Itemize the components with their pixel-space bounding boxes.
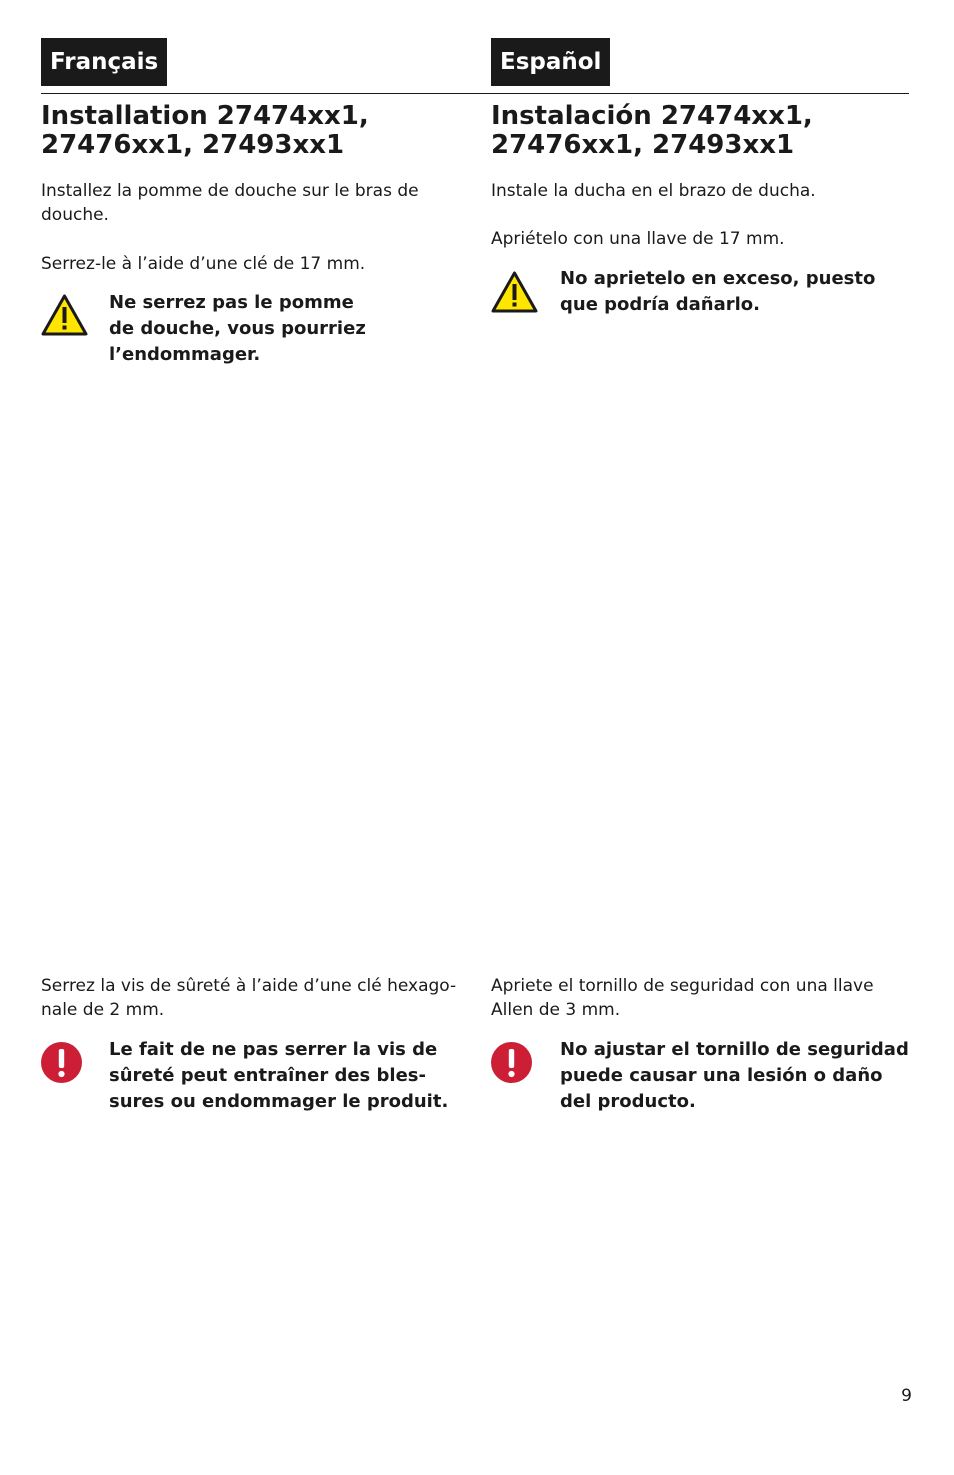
- warning-triangle-icon: [41, 294, 88, 336]
- spanish-step3: [491, 974, 916, 1022]
- spanish-step3-line2: Allen de 3 mm.: [491, 1000, 621, 1020]
- spanish-danger-line1: No ajustar el tornillo de seguridad: [560, 1039, 909, 1060]
- spanish-step3-line1: Apriete el tornillo de seguridad con una llave: [491, 976, 874, 996]
- french-caution-text: [109, 290, 459, 368]
- french-caution-line3: l’endommager.: [109, 344, 261, 365]
- spanish-step1: Instale la ducha en el brazo de ducha.: [491, 181, 816, 201]
- spanish-caution-line2: que podría dañarlo.: [560, 294, 761, 315]
- exclamation-circle-icon: [491, 1042, 532, 1083]
- spanish-danger-line3: del producto.: [560, 1091, 696, 1112]
- spanish-caution-text: [560, 266, 920, 318]
- language-tab-french: Français: [41, 38, 167, 86]
- spanish-title-line2: 27476xx1, 27493xx1: [491, 130, 795, 160]
- warning-triangle-icon: [491, 271, 538, 313]
- spanish-title: [491, 102, 911, 160]
- spanish-caution-line1: No aprietelo en exceso, puesto: [560, 268, 876, 289]
- french-caution-line2: de douche, vous pourriez: [109, 318, 366, 339]
- page-number: 9: [901, 1386, 912, 1406]
- french-title-line1: Installation 27474xx1,: [41, 101, 369, 131]
- french-danger-line3: sures ou endommager le produit.: [109, 1091, 449, 1112]
- french-step3: [41, 974, 466, 1022]
- spanish-danger-text: [560, 1037, 940, 1115]
- french-title-line2: 27476xx1, 27493xx1: [41, 130, 345, 160]
- french-title: [41, 102, 461, 160]
- french-step2: Serrez-le à l’aide d’une clé de 17 mm.: [41, 254, 366, 274]
- french-danger-text: [109, 1037, 459, 1115]
- french-caution-line1: Ne serrez pas le pomme: [109, 292, 354, 313]
- spanish-step2: Apriételo con una llave de 17 mm.: [491, 229, 785, 249]
- french-danger-line1: Le fait de ne pas serrer la vis de: [109, 1039, 438, 1060]
- french-step1: Installez la pomme de douche sur le bras de douche.: [41, 181, 419, 225]
- exclamation-circle-icon: [41, 1042, 82, 1083]
- spanish-danger-line2: puede causar una lesión o daño: [560, 1065, 883, 1086]
- french-step3-line1: Serrez la vis de sûreté à l’aide d’une clé hexago-: [41, 976, 457, 996]
- french-danger-line2: sûreté peut entraîner des bles-: [109, 1065, 426, 1086]
- spanish-title-line1: Instalación 27474xx1,: [491, 101, 813, 131]
- header-divider: [41, 93, 909, 94]
- french-step3-line2: nale de 2 mm.: [41, 1000, 165, 1020]
- language-tab-spanish: Español: [491, 38, 610, 86]
